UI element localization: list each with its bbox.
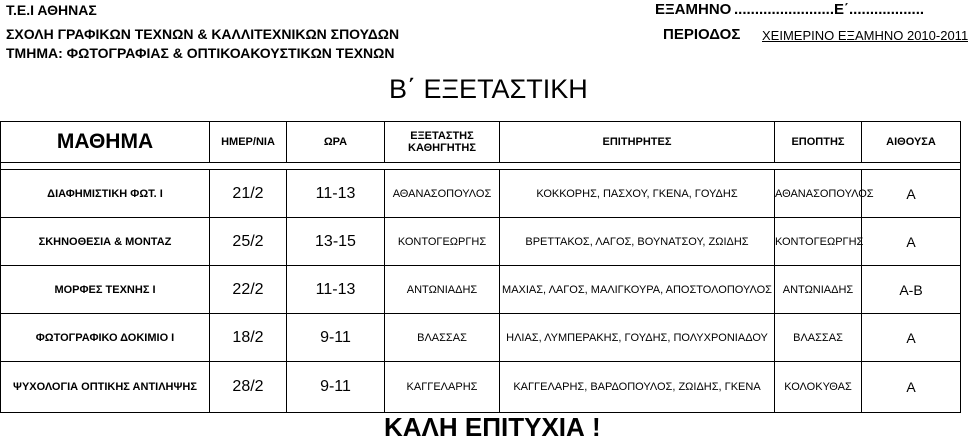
room-cell: Α — [862, 362, 961, 413]
time-cell: 11-13 — [287, 266, 385, 314]
course-cell: ΨΥΧΟΛΟΓΙΑ ΟΠΤΙΚΗΣ ΑΝΤΙΛΗΨΗΣ — [1, 362, 210, 413]
period-value: ΧΕΙΜΕΡΙΝΟ ΕΞΑΜΗΝΟ 2010-2011 — [762, 28, 968, 43]
time-cell: 11-13 — [287, 170, 385, 218]
column-header-examiner — [385, 122, 500, 163]
time-cell: 9-11 — [287, 362, 385, 413]
good-luck-footer: ΚΑΛΗ ΕΠΙΤΥΧΙΑ ! — [384, 412, 601, 442]
date-cell: 25/2 — [210, 218, 287, 266]
proctors-cell: ΗΛΙΑΣ, ΛΥΜΠΕΡΑΚΗΣ, ΓΟΥΔΗΣ, ΠΟΛΥΧΡΟΝΙΑΔΟΥ — [500, 314, 775, 362]
examiner-cell: ΑΝΤΩΝΙΑΔΗΣ — [385, 266, 500, 314]
table-row — [1, 362, 961, 413]
column-header-time: ΩΡΑ — [287, 122, 385, 163]
proctors-cell: ΚΟΚΚΟΡΗΣ, ΠΑΣΧΟΥ, ΓΚΕΝΑ, ΓΟΥΔΗΣ — [500, 170, 775, 218]
supervisor-cell: ΒΛΑΣΣΑΣ — [775, 314, 862, 362]
room-cell: Α — [862, 218, 961, 266]
school-name: ΣΧΟΛΗ ΓΡΑΦΙΚΩΝ ΤΕΧΝΩΝ & ΚΑΛΛΙΤΕΧΝΙΚΩΝ ΣΠΟΥΔΩΝ — [6, 26, 400, 42]
room-cell: Α — [862, 314, 961, 362]
table-row — [1, 266, 961, 314]
department-name: ΤΜΗΜΑ: ΦΩΤΟΓΡΑΦΙΑΣ & ΟΠΤΙΚΟΑΚΟΥΣΤΙΚΩΝ ΤΕΧΝΩΝ — [6, 45, 395, 61]
date-cell: 18/2 — [210, 314, 287, 362]
column-header-examiner-line1: ΕΞΕΤΑΣΤΗΣ — [410, 130, 474, 142]
table-row — [1, 218, 961, 266]
table-row — [1, 314, 961, 362]
column-header-examiner-line2: ΚΑΘΗΓΗΤΗΣ — [408, 142, 476, 154]
semester-label: ΕΞΑΜΗΝΟ — [655, 1, 732, 18]
course-cell: ΦΩΤΟΓΡΑΦΙΚΟ ΔΟΚΙΜΙΟ Ι — [1, 314, 210, 362]
column-header-supervisor: ΕΠΟΠΤΗΣ — [775, 122, 862, 163]
date-cell: 22/2 — [210, 266, 287, 314]
table-row — [1, 170, 961, 218]
period-label: ΠΕΡΙΟΔΟΣ — [663, 26, 741, 43]
table-header-row — [1, 122, 961, 163]
semester-value: ........................Ε΄.................. — [734, 1, 925, 18]
course-cell: ΜΟΡΦΕΣ ΤΕΧΝΗΣ Ι — [1, 266, 210, 314]
supervisor-cell: ΑΘΑΝΑΣΟΠΟΥΛΟΣ — [775, 170, 862, 218]
course-cell: ΣΚΗΝΟΘΕΣΙΑ & ΜΟΝΤΑΖ — [1, 218, 210, 266]
table-spacer — [1, 163, 961, 170]
time-cell: 9-11 — [287, 314, 385, 362]
proctors-cell: ΚΑΓΓΕΛΑΡΗΣ, ΒΑΡΔΟΠΟΥΛΟΣ, ΖΩΙΔΗΣ, ΓΚΕΝΑ — [500, 362, 775, 413]
supervisor-cell: ΑΝΤΩΝΙΑΔΗΣ — [775, 266, 862, 314]
date-cell: 21/2 — [210, 170, 287, 218]
course-cell: ΔΙΑΦΗΜΙΣΤΙΚΗ ΦΩΤ. Ι — [1, 170, 210, 218]
column-header-course: ΜΑΘΗΜΑ — [1, 122, 210, 163]
room-cell: Α — [862, 170, 961, 218]
exam-schedule-table — [0, 121, 961, 413]
supervisor-cell: ΚΟΛΟΚΥΘΑΣ — [775, 362, 862, 413]
examiner-cell: ΚΑΓΓΕΛΑΡΗΣ — [385, 362, 500, 413]
proctors-cell: ΒΡΕΤΤΑΚΟΣ, ΛΑΓΟΣ, ΒΟΥΝΑΤΣΟΥ, ΖΩΙΔΗΣ — [500, 218, 775, 266]
supervisor-cell: ΚΟΝΤΟΓΕΩΡΓΗΣ — [775, 218, 862, 266]
proctors-cell: ΜΑΧΙΑΣ, ΛΑΓΟΣ, ΜΑΛΙΓΚΟΥΡΑ, ΑΠΟΣΤΟΛΟΠΟΥΛΟΣ — [500, 266, 775, 314]
room-cell: Α-Β — [862, 266, 961, 314]
column-header-date: ΗΜΕΡ/ΝΙΑ — [210, 122, 287, 163]
column-header-proctors: ΕΠΙΤΗΡΗΤΕΣ — [500, 122, 775, 163]
date-cell: 28/2 — [210, 362, 287, 413]
column-header-room: ΑΙΘΟΥΣΑ — [862, 122, 961, 163]
exam-title: Β΄ ΕΞΕΤΑΣΤΙΚΗ — [389, 74, 588, 104]
examiner-cell: ΑΘΑΝΑΣΟΠΟΥΛΟΣ — [385, 170, 500, 218]
institution-name: Τ.Ε.Ι ΑΘΗΝΑΣ — [6, 2, 97, 18]
examiner-cell: ΚΟΝΤΟΓΕΩΡΓΗΣ — [385, 218, 500, 266]
time-cell: 13-15 — [287, 218, 385, 266]
examiner-cell: ΒΛΑΣΣΑΣ — [385, 314, 500, 362]
